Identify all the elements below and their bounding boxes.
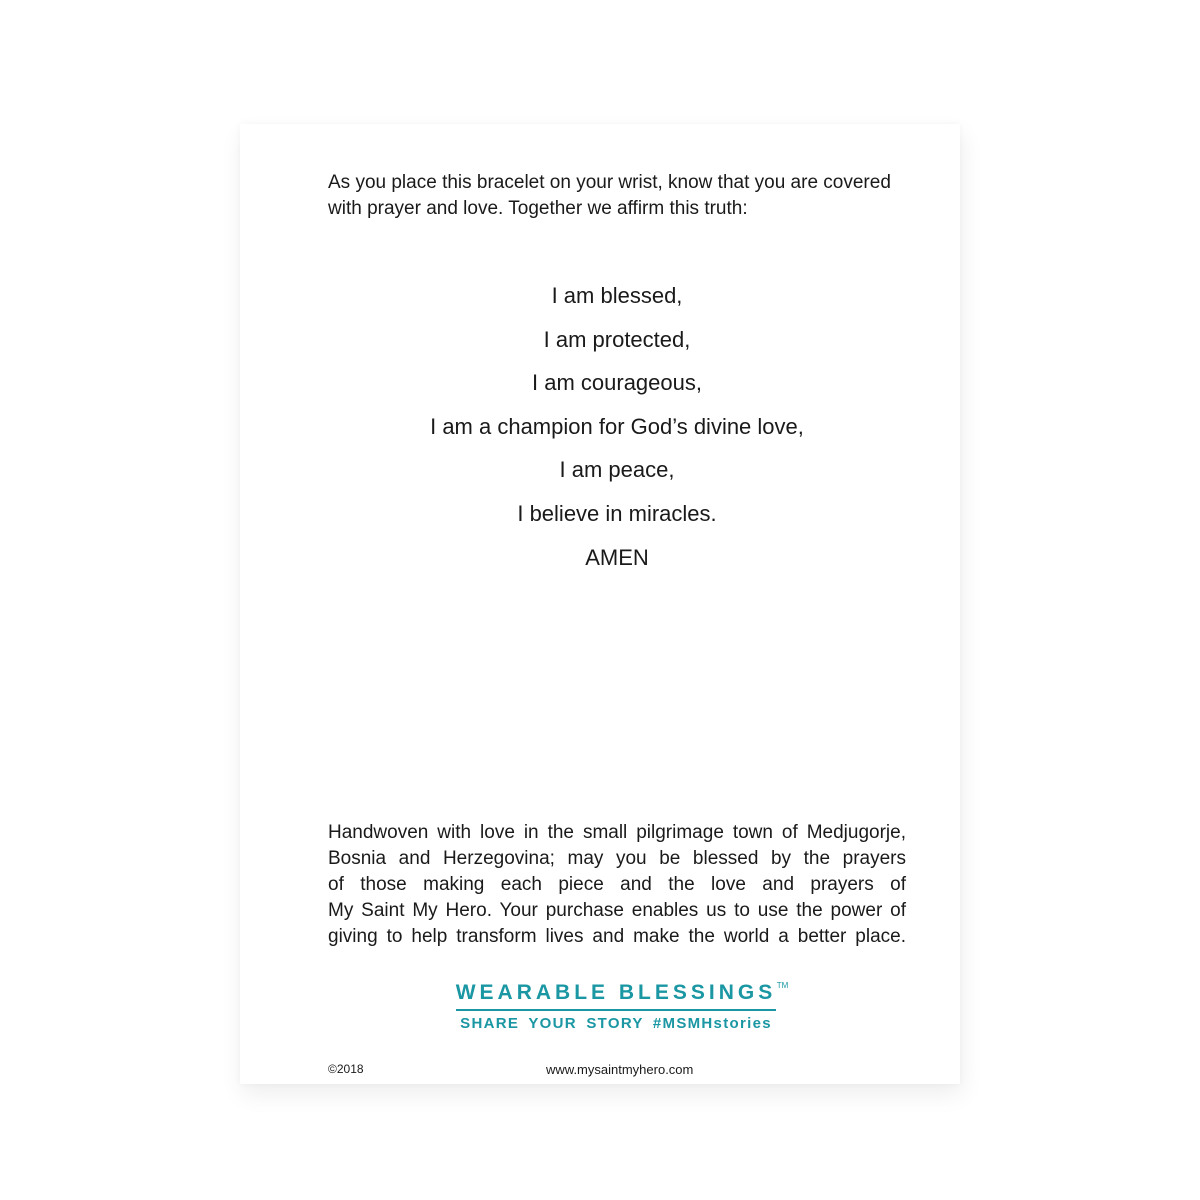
brand-title: [455, 981, 789, 1011]
intro-line-2: with prayer and love. Together we affirm this truth:: [328, 198, 748, 219]
about-line: Bosnia and Herzegovina; may you be blessed by the prayers: [328, 848, 906, 869]
brand-block: [436, 981, 796, 1032]
intro-text: [328, 170, 928, 222]
about-line: Handwoven with love in the small pilgrimage town of Medjugorje,: [328, 822, 906, 843]
copyright-text: ©2018: [328, 1062, 364, 1076]
brand-title-text: WEARABLE BLESSINGS: [455, 981, 777, 1004]
brand-subtitle: SHARE YOUR STORY #MSMHstories: [460, 1015, 772, 1032]
prayer-line: I am courageous,: [532, 370, 702, 396]
prayer-line: I am blessed,: [551, 283, 683, 308]
prayer-line: I believe in miracles.: [517, 500, 717, 526]
website-url: www.mysaintmyhero.com: [546, 1062, 694, 1077]
about-line: My Saint My Hero. Your purchase enables us to use the power of: [328, 900, 906, 921]
prayer-card: [240, 124, 960, 1084]
prayer-affirmation: [240, 274, 994, 579]
prayer-line: I am a champion for God’s divine love,: [430, 413, 804, 439]
prayer-line: I am protected,: [543, 326, 691, 352]
about-line: giving to help transform lives and make the world a better place.: [328, 926, 906, 947]
trademark-mark: TM: [776, 981, 789, 990]
about-line: of those making each piece and the love and prayers of: [328, 874, 906, 895]
prayer-amen: AMEN: [585, 544, 649, 570]
intro-line-1: As you place this bracelet on your wrist, know that you are covered: [328, 172, 891, 193]
about-paragraph: [328, 820, 906, 950]
prayer-line: I am peace,: [559, 457, 675, 483]
